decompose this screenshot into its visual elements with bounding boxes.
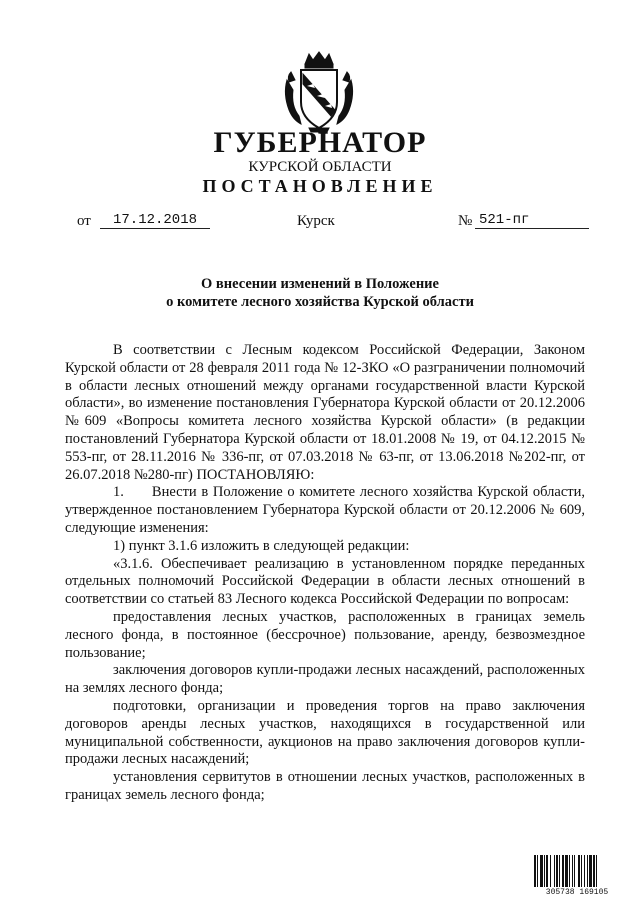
document-number: 521-пг <box>475 212 589 229</box>
list-paragraph: установления сервитутов в отношении лесных участков, расположенных в границах земель лесного фонда; <box>65 769 585 803</box>
coat-of-arms-emblem <box>279 50 359 134</box>
number-prefix: № <box>458 213 473 229</box>
barcode-bar <box>589 855 592 887</box>
list-paragraph: подготовки, организации и проведения торгов на право заключения договоров аренды лесных участков, находящихся в государственной или муниципальной собственности, аукционов на право заключения договоров купли-продажи лесных насаждений; <box>65 697 585 768</box>
barcode-bar <box>581 855 582 887</box>
barcode-bar <box>544 855 545 887</box>
quote-paragraph: «3.1.6. Обеспечивает реализацию в установленном порядке переданных отдельных полномочий Российской Федерации в области лесных отношений в соответствии со статьей 83 Лесного кодекса Российской Федерации по вопросам: <box>65 555 585 608</box>
document-heading <box>0 275 640 311</box>
document-body <box>65 342 585 805</box>
barcode <box>533 855 621 899</box>
document-meta <box>0 213 640 237</box>
barcode-bar <box>554 855 555 887</box>
barcode-number: 305738 169105 <box>545 888 609 897</box>
barcode-bar <box>537 855 538 887</box>
document-date: 17.12.2018 <box>100 212 210 229</box>
date-prefix: от <box>77 213 91 229</box>
barcode-bar <box>534 855 536 887</box>
document-city: Курск <box>297 213 335 229</box>
preamble-paragraph: В соответствии с Лесным кодексом Российской Федерации, Законом Курской области от 28 февраля 2011 года № 12-ЗКО «О разграничении полномочий в области лесных отношений между органами государственной власти Курской области», во изменение постановления Губернатора Курской области от 20.12.2006 №609 «Вопросы комитета лесного хозяйства Курской области» (в редакции постановлений Губернатора Курской области от 18.01.2008 № 19, от 04.12.2015 № 553-пг, от 28.11.2016 № 336-пг, от 07.03.2018 № 63-пг, от 13.06.2018 №202-пг, от 26.07.2018 №280-пг) ПОСТАНОВЛЯЮ: <box>65 342 585 483</box>
barcode-bar <box>546 855 548 887</box>
item-1-paragraph: 1. Внести в Положение о комитете лесного хозяйства Курской области, утвержденное постановлением Губернатора Курской области от 20.12.2006 № 609, следующие изменения: <box>65 484 585 536</box>
barcode-bar <box>572 855 573 887</box>
subitem-1-paragraph: 1) пункт 3.1.6 изложить в следующей редакции: <box>113 537 410 554</box>
barcode-bar <box>587 855 588 887</box>
barcode-bar <box>584 855 585 887</box>
barcode-bars <box>533 855 621 888</box>
region-subtitle: КУРСКОЙ ОБЛАСТИ <box>248 159 392 175</box>
barcode-bar <box>569 855 570 887</box>
barcode-bar <box>574 855 575 887</box>
page-title: ГУБЕРНАТОР <box>213 126 427 159</box>
barcode-bar <box>565 855 568 887</box>
heading-line-2: о комитете лесного хозяйства Курской области <box>166 294 474 310</box>
barcode-bar <box>593 855 595 887</box>
barcode-bar <box>562 855 564 887</box>
barcode-bar <box>559 855 560 887</box>
heading-line-1: О внесении изменений в Положение <box>201 276 439 292</box>
list-paragraph: предоставления лесных участков, расположенных в границах земель лесного фонда, в постоянное (бессрочное) пользование, аренду, безвозмездное пользование; <box>65 608 585 661</box>
barcode-bar <box>578 855 580 887</box>
barcode-bar <box>550 855 551 887</box>
document-type: ПОСТАНОВЛЕНИЕ <box>202 176 438 196</box>
barcode-bar <box>556 855 558 887</box>
barcode-bar <box>540 855 543 887</box>
barcode-bar <box>596 855 597 887</box>
list-paragraph: заключения договоров купли-продажи лесных насаждений, расположенных на землях лесного фонда; <box>65 662 585 697</box>
